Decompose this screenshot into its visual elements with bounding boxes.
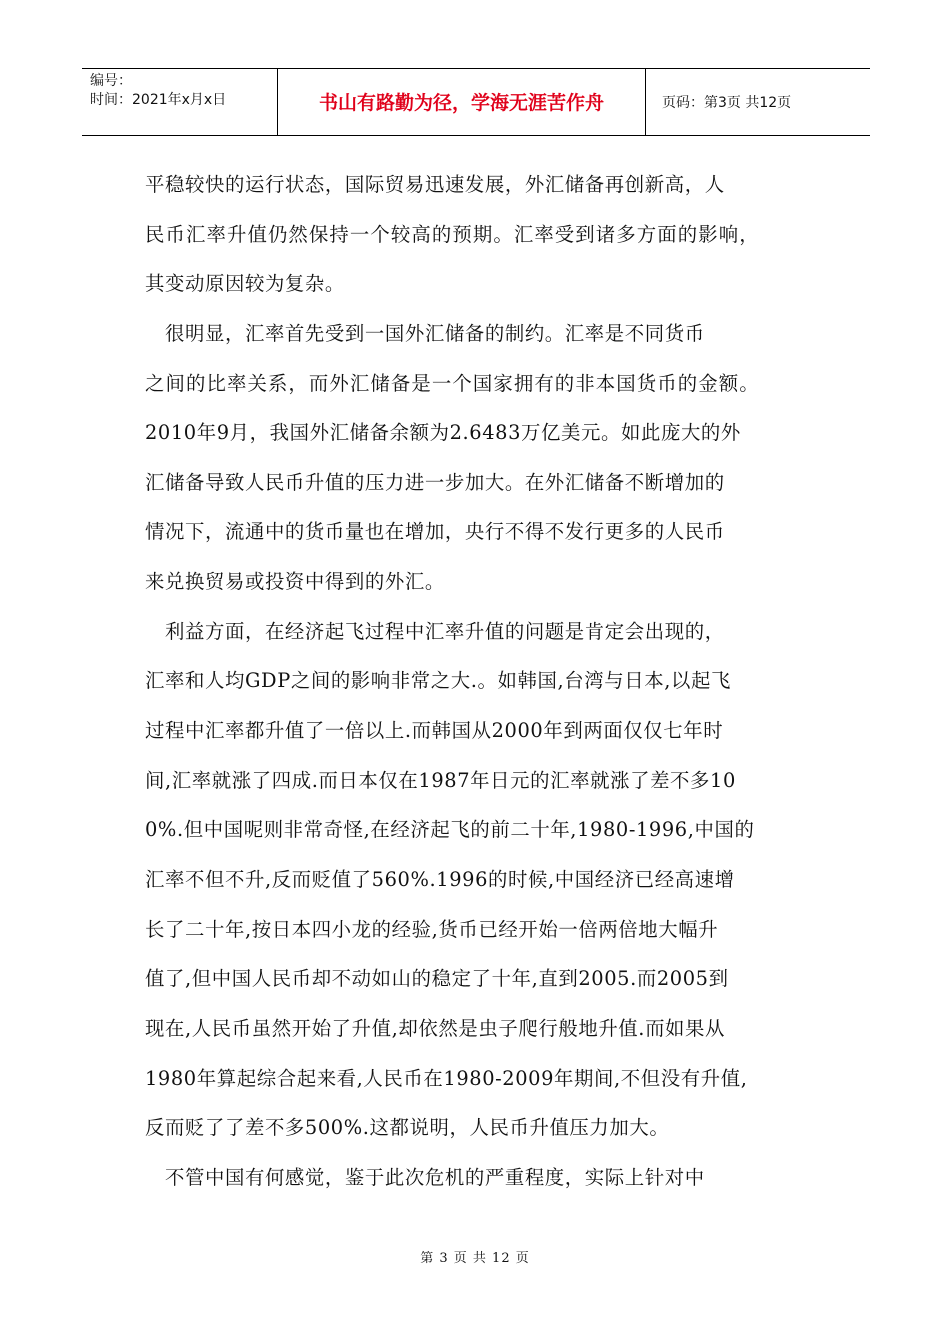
- body-line: 过程中汇率都升值了一倍以上.而韩国从2000年到两面仅仅七年时: [145, 719, 724, 742]
- body-line: 来兑换贸易或投资中得到的外汇。: [145, 570, 445, 593]
- page-header: [82, 68, 870, 136]
- body-line: 2010年9月，我国外汇储备余额为2.6483万亿美元。如此庞大的外: [145, 421, 741, 444]
- body-line: 反而贬了了差不多500%.这都说明，人民币升值压力加大。: [145, 1116, 670, 1139]
- body-line: 利益方面，在经济起飞过程中汇率升值的问题是肯定会出现的，: [145, 620, 725, 643]
- header-meta-cell: [82, 69, 278, 135]
- body-line: 值了,但中国人民币却不动如山的稳定了十年,直到2005.而2005到: [145, 967, 729, 990]
- document-number-label: 编号：: [90, 73, 132, 89]
- body-line: 长了二十年,按日本四小龙的经验,货币已经开始一倍两倍地大幅升: [145, 918, 719, 941]
- header-motto: 书山有路勤为径，学海无涯苦作舟: [278, 69, 646, 135]
- body-line: 汇率和人均GDP之间的影响非常之大.。如韩国,台湾与日本,以起飞: [145, 669, 731, 692]
- page-footer: 第 3 页 共 12 页: [420, 1251, 530, 1266]
- body-line: 现在,人民币虽然开始了升值,却依然是虫子爬行般地升值.而如果从: [145, 1017, 726, 1040]
- body-line: 1980年算起综合起来看,人民币在1980-2009年期间,不但没有升值,: [145, 1067, 748, 1090]
- body-line: 之间的比率关系，而外汇储备是一个国家拥有的非本国货币的金额。: [145, 372, 760, 395]
- body-line: 情况下，流通中的货币量也在增加，央行不得不发行更多的人民币: [145, 520, 725, 543]
- document-date-label: 时间：2021年x月x日: [90, 92, 227, 108]
- body-line: 很明显，汇率首先受到一国外汇储备的制约。汇率是不同货币: [145, 322, 705, 345]
- body-line: 间,汇率就涨了四成.而日本仅在1987年日元的汇率就涨了差不多10: [145, 769, 736, 792]
- body-line: 汇储备导致人民币升值的压力进一步加大。在外汇储备不断增加的: [145, 471, 725, 494]
- body-line: 汇率不但不升,反而贬值了560%.1996的时候,中国经济已经高速增: [145, 868, 735, 891]
- body-line: 民币汇率升值仍然保持一个较高的预期。汇率受到诸多方面的影响，: [145, 223, 760, 246]
- body-line: 其变动原因较为复杂。: [145, 272, 345, 295]
- body-line: 平稳较快的运行状态，国际贸易迅速发展，外汇储备再创新高，人: [145, 173, 725, 196]
- body-line: 不管中国有何感觉，鉴于此次危机的严重程度，实际上针对中: [145, 1166, 705, 1189]
- header-page-indicator: 页码：第3页 共12页: [662, 95, 792, 111]
- body-line: 0%.但中国呢则非常奇怪,在经济起飞的前二十年,1980-1996,中国的: [145, 818, 755, 841]
